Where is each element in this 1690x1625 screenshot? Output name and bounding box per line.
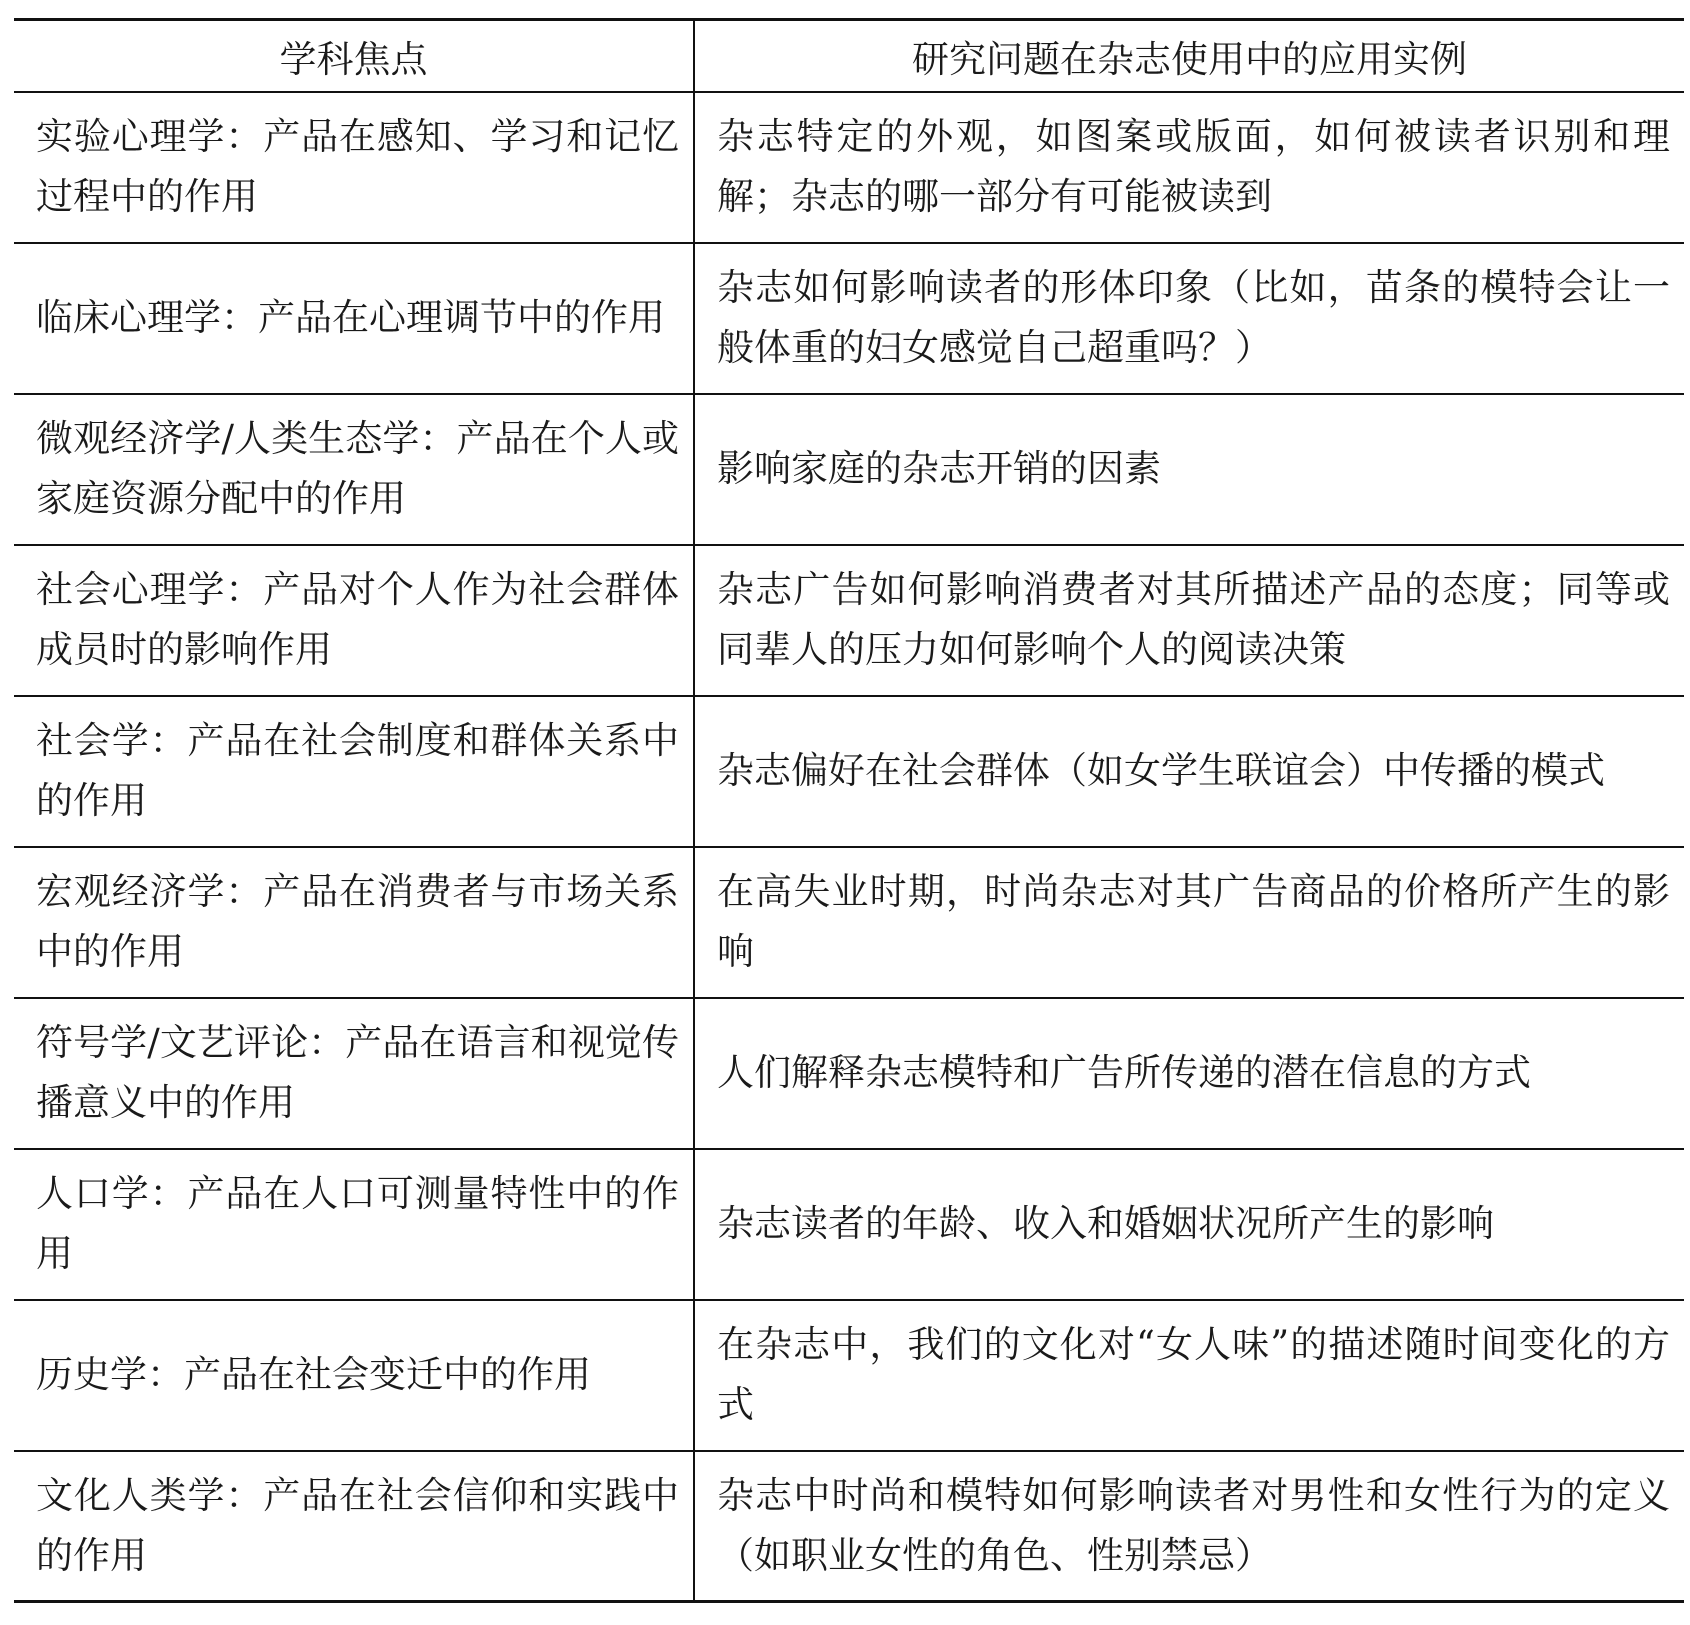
example-cell: 影响家庭的杂志开销的因素 (694, 394, 1684, 545)
discipline-cell: 历史学：产品在社会变迁中的作用 (14, 1300, 694, 1451)
table-body (14, 92, 1684, 1602)
table-row (14, 1451, 1684, 1602)
table-row (14, 998, 1684, 1149)
discipline-cell: 社会心理学：产品对个人作为社会群体成员时的影响作用 (14, 545, 694, 696)
table-row (14, 696, 1684, 847)
discipline-cell: 微观经济学/人类生态学：产品在个人或家庭资源分配中的作用 (14, 394, 694, 545)
example-cell: 杂志特定的外观，如图案或版面，如何被读者识别和理解；杂志的哪一部分有可能被读到 (694, 92, 1684, 243)
discipline-cell: 符号学/文艺评论：产品在语言和视觉传播意义中的作用 (14, 998, 694, 1149)
example-cell: 杂志读者的年龄、收入和婚姻状况所产生的影响 (694, 1149, 1684, 1300)
table-row (14, 545, 1684, 696)
example-cell: 在高失业时期，时尚杂志对其广告商品的价格所产生的影响 (694, 847, 1684, 998)
table-row (14, 243, 1684, 394)
table-row (14, 1149, 1684, 1300)
example-cell: 杂志广告如何影响消费者对其所描述产品的态度；同等或同辈人的压力如何影响个人的阅读决策 (694, 545, 1684, 696)
header-discipline-focus: 学科焦点 (14, 20, 694, 92)
discipline-cell: 社会学：产品在社会制度和群体关系中的作用 (14, 696, 694, 847)
discipline-cell: 人口学：产品在人口可测量特性中的作用 (14, 1149, 694, 1300)
discipline-table (14, 18, 1684, 1603)
header-application-example: 研究问题在杂志使用中的应用实例 (694, 20, 1684, 92)
table-header (14, 20, 1684, 92)
discipline-cell: 文化人类学：产品在社会信仰和实践中的作用 (14, 1451, 694, 1602)
table-row (14, 847, 1684, 998)
discipline-cell: 临床心理学：产品在心理调节中的作用 (14, 243, 694, 394)
example-cell: 杂志如何影响读者的形体印象（比如，苗条的模特会让一般体重的妇女感觉自己超重吗？） (694, 243, 1684, 394)
header-row (14, 20, 1684, 92)
example-cell: 人们解释杂志模特和广告所传递的潜在信息的方式 (694, 998, 1684, 1149)
discipline-cell: 实验心理学：产品在感知、学习和记忆过程中的作用 (14, 92, 694, 243)
example-cell: 在杂志中，我们的文化对“女人味”的描述随时间变化的方式 (694, 1300, 1684, 1451)
example-cell: 杂志偏好在社会群体（如女学生联谊会）中传播的模式 (694, 696, 1684, 847)
table-row (14, 394, 1684, 545)
discipline-cell: 宏观经济学：产品在消费者与市场关系中的作用 (14, 847, 694, 998)
discipline-table-container (14, 18, 1684, 1603)
table-row (14, 92, 1684, 243)
example-cell: 杂志中时尚和模特如何影响读者对男性和女性行为的定义（如职业女性的角色、性别禁忌） (694, 1451, 1684, 1602)
table-row (14, 1300, 1684, 1451)
